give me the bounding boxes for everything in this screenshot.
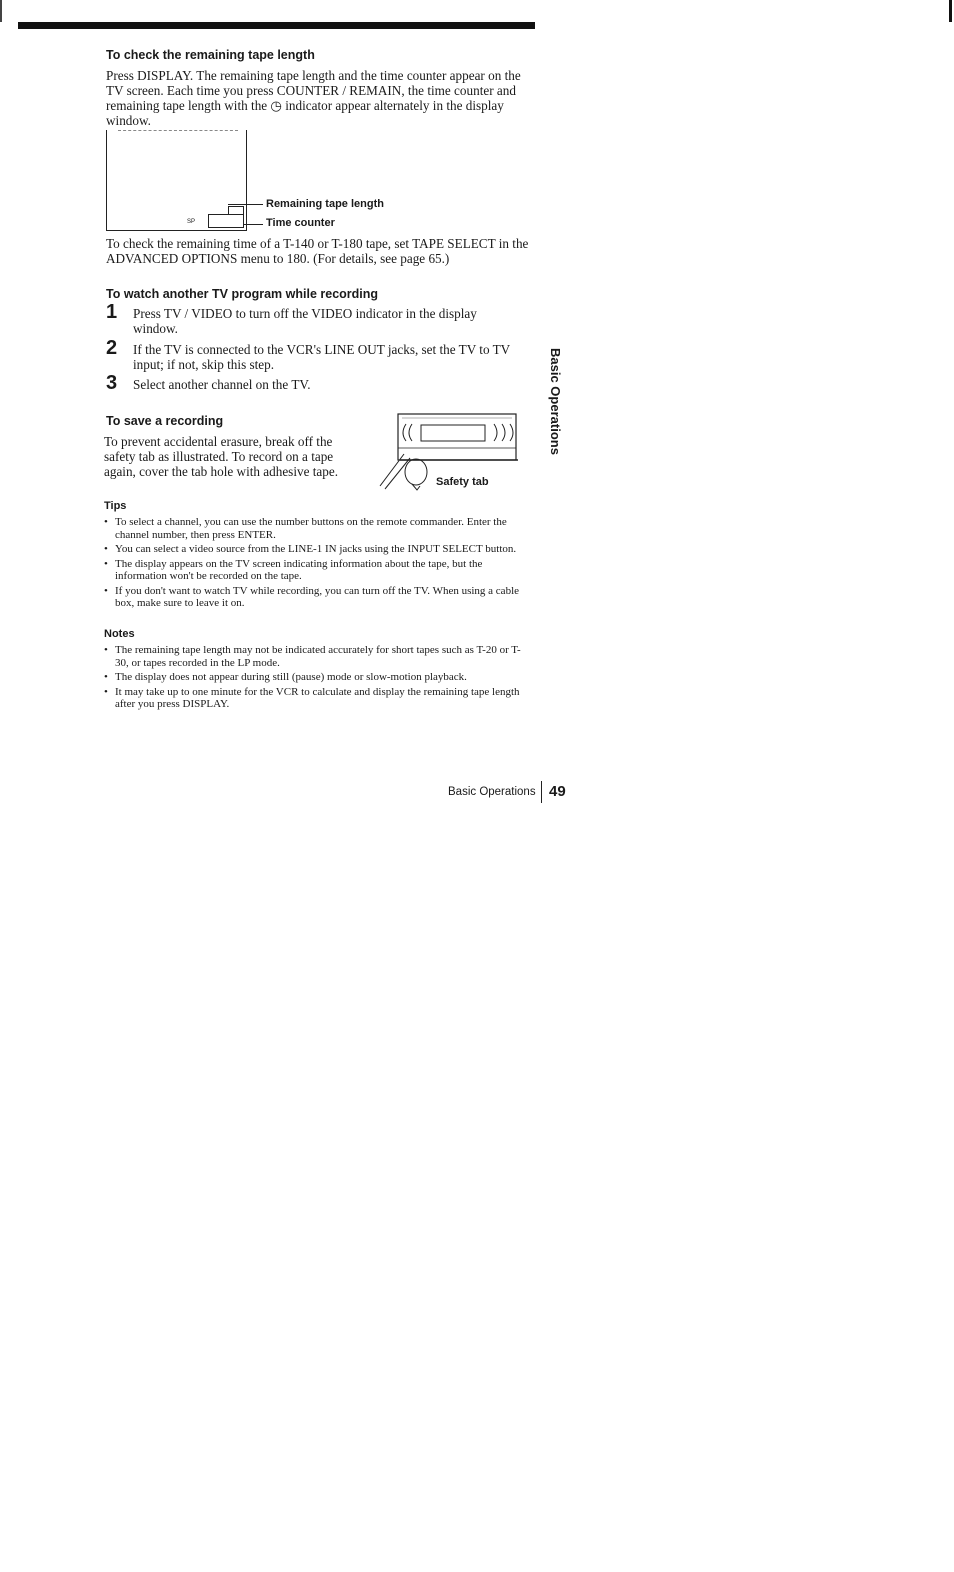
tv-screen-top-edge bbox=[118, 130, 238, 131]
label-remaining-tape-length: Remaining tape length bbox=[266, 198, 384, 210]
note-item: • The display does not appear during still (pause) mode or slow-motion playback. bbox=[104, 671, 534, 684]
side-section-tab-label: Basic Operations bbox=[548, 348, 563, 455]
section-heading-watch-another: To watch another TV program while recording bbox=[106, 287, 379, 301]
tips-heading: Tips bbox=[104, 500, 127, 512]
note-item: • It may take up to one minute for the VCR to calculate and display the remaining tape length after you press DISPLAY. bbox=[104, 686, 534, 711]
remaining-tape-paragraph: Press DISPLAY. The remaining tape length and the time counter appear on the TV screen. Each time you press COUNTER / REMAIN, the time counter and remaining tape length with the ◷ indicator appear alternately in the display window. bbox=[106, 68, 521, 128]
section-heading-save-recording: To save a recording bbox=[106, 414, 224, 428]
step-text-1: Press TV / VIDEO to turn off the VIDEO indicator in the display window. bbox=[133, 306, 477, 336]
label-safety-tab: Safety tab bbox=[436, 476, 489, 488]
save-recording-paragraph: To prevent accidental erasure, break off the safety tab as illustrated. To record on a tape again, cover the tab hole with adhesive tape. bbox=[104, 434, 338, 479]
page-number: 49 bbox=[549, 783, 566, 800]
tip-item: • To select a channel, you can use the number buttons on the remote commander. Enter the channel number, then press ENTER. bbox=[104, 516, 534, 541]
time-counter-display bbox=[208, 214, 244, 228]
tips-list bbox=[104, 516, 534, 612]
header-rule bbox=[18, 22, 535, 29]
footer-section-name: Basic Operations bbox=[448, 786, 536, 798]
step-text-3: Select another channel on the TV. bbox=[133, 377, 311, 392]
label-time-counter: Time counter bbox=[266, 217, 335, 229]
sp-indicator-label: SP bbox=[187, 219, 196, 225]
scan-edge-mark-right bbox=[949, 0, 952, 22]
callout-line-remaining bbox=[228, 204, 263, 205]
tip-item: • If you don't want to watch TV while recording, you can turn off the TV. When using a cable box, make sure to leave it on. bbox=[104, 585, 534, 610]
step-number-1: 1 bbox=[106, 301, 118, 323]
notes-heading: Notes bbox=[104, 628, 135, 640]
scan-edge-mark-left bbox=[0, 0, 2, 22]
step-text-2: If the TV is connected to the VCR's LINE OUT jacks, set the TV to TV input; if not, skip this step. bbox=[133, 342, 510, 372]
step-number-2: 2 bbox=[106, 337, 118, 359]
remaining-tape-display bbox=[228, 206, 244, 215]
tip-item: • The display appears on the TV screen indicating information about the tape, but the information won't be recorded on the tape. bbox=[104, 558, 534, 583]
tip-item: • You can select a video source from the LINE-1 IN jacks using the INPUT SELECT button. bbox=[104, 543, 534, 556]
step-number-3: 3 bbox=[106, 372, 118, 394]
section-heading-remaining-tape: To check the remaining tape length bbox=[106, 48, 315, 62]
callout-line-counter bbox=[243, 224, 263, 225]
side-section-tab bbox=[540, 340, 570, 460]
notes-list bbox=[104, 644, 534, 713]
tape-select-paragraph: To check the remaining time of a T-140 or T-180 tape, set TAPE SELECT in the ADVANCED OPTIONS menu to 180. (For details, see page 65.) bbox=[106, 236, 529, 266]
note-item: • The remaining tape length may not be indicated accurately for short tapes such as T-20 or T-30, or tapes recorded in the LP mode. bbox=[104, 644, 534, 669]
footer-separator bbox=[541, 781, 542, 803]
